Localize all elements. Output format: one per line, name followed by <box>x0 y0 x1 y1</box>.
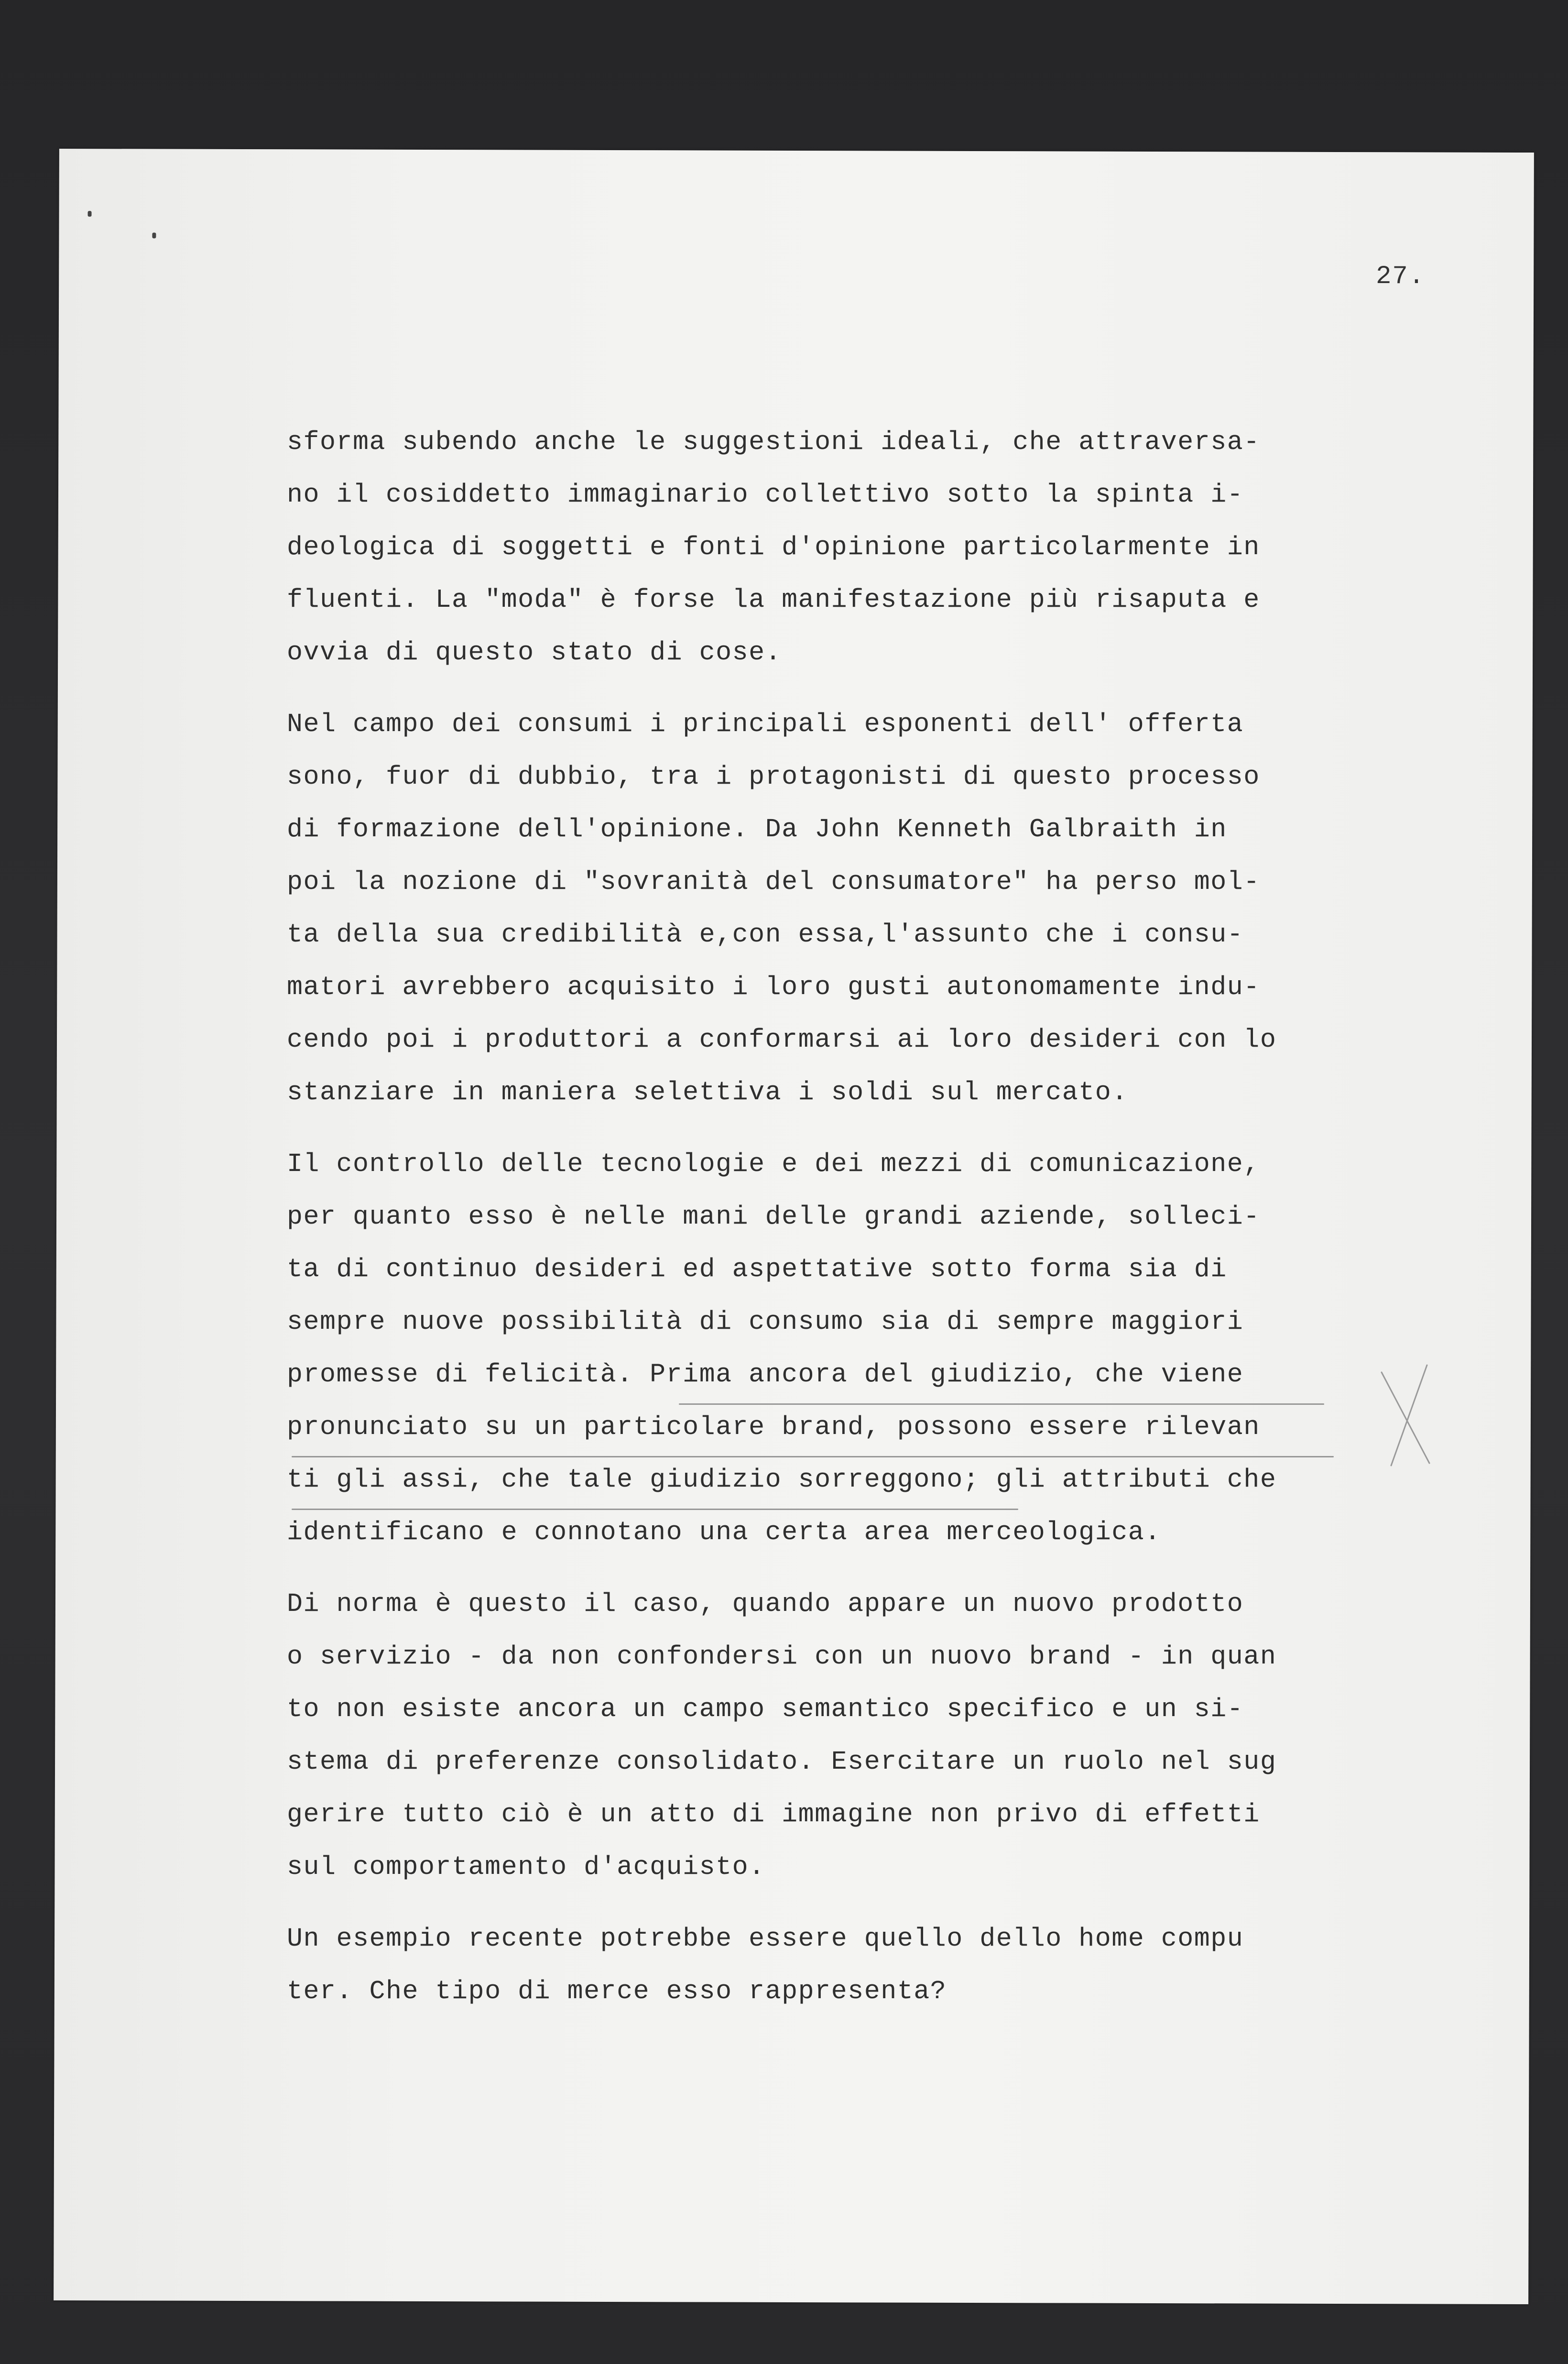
text-line: gerire tutto ciò è un atto di immagine non privo di effetti <box>287 1799 1260 1829</box>
text-line: per quanto esso è nelle mani delle grandi aziende, solleci- <box>287 1202 1260 1232</box>
pencil-underline <box>679 1403 1324 1405</box>
text-line: sono, fuor di dubbio, tra i protagonisti di questo processo <box>287 762 1260 792</box>
text-line: matori avrebbero acquisito i loro gusti autonomamente indu- <box>287 972 1260 1002</box>
paragraph-2 <box>287 698 1367 1119</box>
pencil-underline <box>292 1456 1334 1457</box>
text-line: ovvia di questo stato di cose. <box>287 637 782 668</box>
text-line: no il cosiddetto immaginario collettivo sotto la spinta i- <box>287 480 1244 510</box>
text-line: sforma subendo anche le suggestioni ideali, che attraversa- <box>287 427 1260 457</box>
text-line: di formazione dell'opinione. Da John Kenneth Galbraith in <box>287 814 1227 844</box>
text-line: Nel campo dei consumi i principali esponenti dell' offerta <box>287 709 1244 739</box>
text-line: Il controllo delle tecnologie e dei mezzi di comunicazione, <box>287 1149 1260 1179</box>
text-line: to non esiste ancora un campo semantico specifico e un si- <box>287 1694 1244 1724</box>
text-line: ta di continuo desideri ed aspettative sotto forma sia di <box>287 1254 1227 1284</box>
text-line: stanziare in maniera selettiva i soldi sul mercato. <box>287 1077 1128 1107</box>
paragraph-3 <box>287 1138 1367 1559</box>
text-line: cendo poi i produttori a conformarsi ai loro desideri con lo <box>287 1025 1277 1055</box>
text-line: pronunciato su un particolare brand, possono essere rilevan <box>287 1412 1260 1442</box>
text-line: deologica di soggetti e fonti d'opinione particolarmente in <box>287 532 1260 562</box>
text-line: promesse di felicità. Prima ancora del giudizio, che viene <box>287 1359 1244 1390</box>
pencil-cross-mark <box>1377 1363 1434 1473</box>
text-line: identificano e connotano una certa area merceologica. <box>287 1517 1161 1547</box>
paragraph-5 <box>287 1913 1367 2018</box>
text-line: sempre nuove possibilità di consumo sia di sempre maggiori <box>287 1307 1244 1337</box>
paragraph-4 <box>287 1578 1367 1893</box>
text-line: ti gli assi, che tale giudizio sorreggono; gli attributi che <box>287 1465 1277 1495</box>
pencil-underline <box>292 1509 1018 1510</box>
paper-speck <box>88 211 92 217</box>
text-line: Un esempio recente potrebbe essere quello dello home compu <box>287 1924 1244 1954</box>
text-line: Di norma è questo il caso, quando appare un nuovo prodotto <box>287 1589 1244 1619</box>
text-line: o servizio - da non confondersi con un nuovo brand - in quan <box>287 1642 1277 1672</box>
text-line: stema di preferenze consolidato. Esercitare un ruolo nel sug <box>287 1747 1277 1777</box>
paper-speck <box>152 232 156 238</box>
text-line: ta della sua credibilità e,con essa,l'assunto che i consu- <box>287 919 1244 950</box>
page-number: 27. <box>1376 262 1426 291</box>
body-text <box>287 416 1367 2037</box>
text-line: sul comportamento d'acquisto. <box>287 1852 765 1882</box>
text-line: poi la nozione di "sovranità del consumatore" ha perso mol- <box>287 867 1260 897</box>
text-line: fluenti. La "moda" è forse la manifestazione più risaputa e <box>287 585 1260 615</box>
text-line: ter. Che tipo di merce esso rappresenta? <box>287 1976 947 2006</box>
paragraph-1 <box>287 416 1367 679</box>
